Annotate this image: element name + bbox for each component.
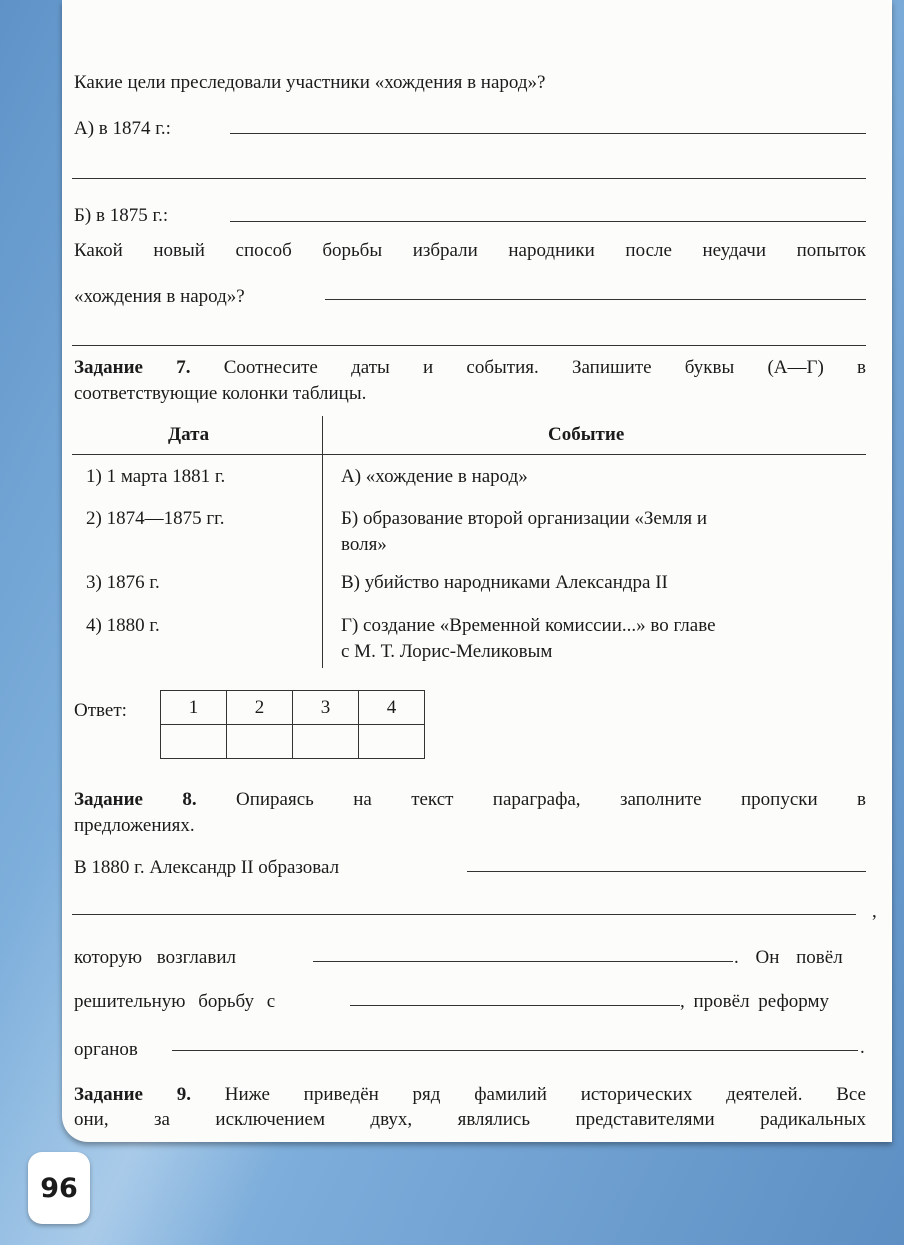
task8-label: Задание 8. (74, 789, 197, 810)
table-event: В) убийство народниками Александра II (341, 572, 668, 593)
answer-line-new-method-cont[interactable] (72, 345, 866, 346)
comma: , (872, 901, 877, 922)
answer-col-header: 4 (359, 691, 425, 725)
task9-label: Задание 9. (74, 1084, 191, 1105)
table-date: 1) 1 марта 1881 г. (86, 466, 226, 487)
answer-col-header: 1 (161, 691, 227, 725)
question-goals: Какие цели преследовали участники «хождения в народ»? (74, 72, 546, 93)
answer-line-1874[interactable] (230, 133, 866, 134)
fill-line-3[interactable] (313, 961, 733, 962)
table-event: А) «хождение в народ» (341, 466, 528, 487)
answer-label: Ответ: (74, 700, 127, 721)
table-date: 4) 1880 г. (86, 615, 160, 636)
answer-col-header: 2 (227, 691, 293, 725)
task8-sentence-4: решительную борьбу с (74, 991, 276, 1012)
answer-cell[interactable] (359, 725, 425, 759)
table-event: Б) образование второй организации «Земля и (341, 508, 707, 529)
answer-grid (160, 690, 425, 759)
fill-line-2[interactable] (72, 914, 856, 915)
period: . (860, 1037, 865, 1058)
task8-sentence-1: В 1880 г. Александр II образовал (74, 857, 340, 878)
task7-text-cont: соответствующие колонки таблицы. (74, 383, 367, 404)
answer-label-1875: Б) в 1875 г.: (74, 205, 169, 226)
table-event-cont: воля» (341, 534, 387, 555)
task8-sentence-5: , провёл реформу (680, 991, 830, 1012)
fill-line-4[interactable] (350, 1005, 680, 1006)
answer-line-1874-cont[interactable] (72, 178, 866, 179)
task9-text (74, 1084, 866, 1106)
task8-sentence-3: . Он повёл (734, 947, 843, 968)
task8-text (74, 789, 866, 811)
answer-cell[interactable] (293, 725, 359, 759)
task8-text-cont: предложениях. (74, 815, 195, 836)
answer-cell[interactable] (227, 725, 293, 759)
table-header-date: Дата (168, 424, 210, 445)
question-new-method: Какой новый способ борьбы избрали народники после неудачи попыток (74, 240, 866, 261)
table-header-divider (72, 454, 866, 455)
answer-line-new-method[interactable] (325, 299, 866, 300)
workbook-page (62, 0, 892, 1142)
table-column-divider (322, 416, 323, 668)
task8-sentence-2: которую возглавил (74, 947, 236, 968)
table-event-cont: с М. Т. Лорис-Меликовым (341, 641, 553, 662)
task9-instruction: Ниже приведён ряд фамилий исторических деятелей. Все (224, 1084, 866, 1105)
page-number: 96 (28, 1152, 90, 1224)
task7-text (74, 357, 866, 379)
table-event: Г) создание «Временной комиссии...» во главе (341, 615, 716, 636)
fill-line-5[interactable] (172, 1050, 858, 1051)
answer-cell[interactable] (161, 725, 227, 759)
table-date: 2) 1874—1875 гг. (86, 508, 225, 529)
table-header-event: Событие (548, 424, 625, 445)
answer-col-header: 3 (293, 691, 359, 725)
task7-instruction: Соотнесите даты и события. Запишите буквы (А—Г) в (223, 357, 867, 378)
answer-label-1874: А) в 1874 г.: (74, 118, 171, 139)
fill-line-1[interactable] (467, 871, 866, 872)
answer-line-1875[interactable] (230, 221, 866, 222)
task8-sentence-6: органов (74, 1039, 138, 1060)
question-new-method-cont: «хождения в народ»? (74, 286, 245, 307)
table-date: 3) 1876 г. (86, 572, 160, 593)
task7-label: Задание 7. (74, 357, 191, 378)
task9-text-cont: они, за исключением двух, являлись представителями радикальных (74, 1109, 866, 1130)
task8-instruction: Опираясь на текст параграфа, заполните пропуски в (236, 789, 867, 810)
